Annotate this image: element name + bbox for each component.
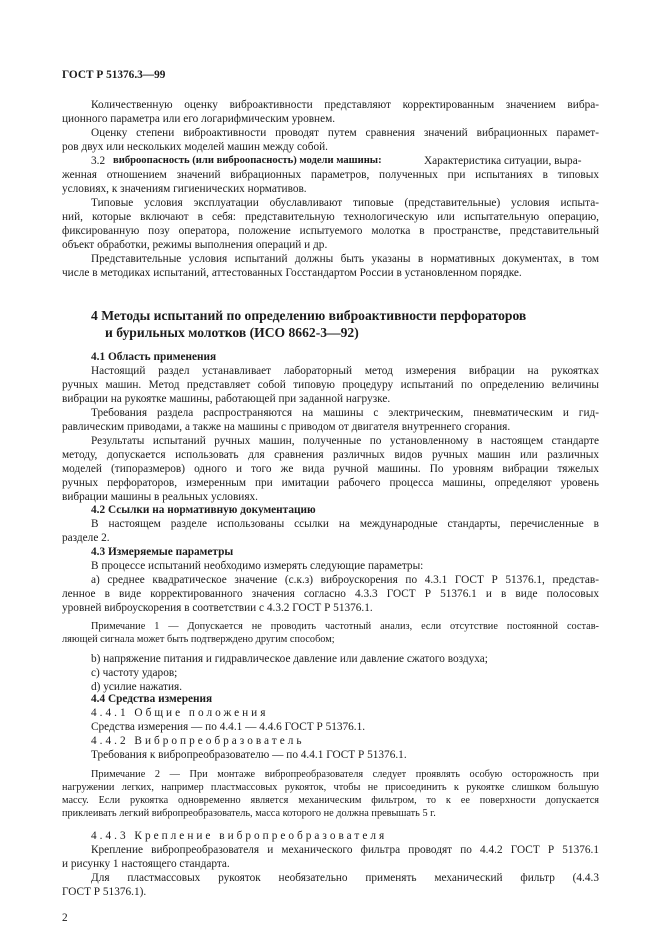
text-line: числе в методиках испытаний, аттестованных Госстандартом России в установленном порядке. xyxy=(62,267,522,279)
text-line: разделе 2. xyxy=(62,532,110,544)
term-bold: виброопасность (или виброопасность) модели машины: xyxy=(113,155,382,166)
subsection-heading: 4.3 Измеряемые параметры xyxy=(91,546,234,558)
note-1-cont: ляющей сигнала может быть подтверждено другим способом; xyxy=(62,634,335,645)
document-header: ГОСТ Р 51376.3—99 xyxy=(62,69,166,81)
text-line: Настоящий раздел устанавливает лабораторный метод измерения вибрации на рукоятках xyxy=(91,365,599,377)
text-line: Оценку степени виброактивности проводят путем сравнения значений вибрационных парамет- xyxy=(91,127,599,139)
note-2-cont: массу. Если рукоятка одновременно является механическим фильтром, то к ее поверхности допускается xyxy=(62,795,599,806)
text-line: Требования к вибропреобразователю — по 4.4.1 ГОСТ Р 51376.1. xyxy=(91,749,407,761)
page-number: 2 xyxy=(62,912,68,924)
clause-heading-spaced: 4.4.1 Общие положения xyxy=(91,707,269,719)
section-heading-cont: и бурильных молотков (ИСО 8662-3—92) xyxy=(105,325,359,340)
text-line: В настоящем разделе использованы ссылки на международные стандарты, перечисленные в xyxy=(91,518,599,530)
text-line: Средства измерения — по 4.4.1 — 4.4.6 ГОСТ Р 51376.1. xyxy=(91,721,366,733)
text-line: ров двух или нескольких моделей машин между собой. xyxy=(62,141,328,153)
text-line: уровней виброускорения в соответствии с 4.3.2 ГОСТ Р 51376.1. xyxy=(62,602,373,614)
text-line: Для пластмассовых рукояток необязательно применять механический фильтр (4.4.3 xyxy=(91,872,599,884)
list-item-b: b) напряжение питания и гидравлическое давление или давление сжатого воздуха; xyxy=(91,653,488,665)
text-line: равлическим приводами, а также на машины с приводом от двигателя внутреннего сгорания. xyxy=(62,421,511,433)
text-line: ний, которые включают в себя: представительную технологическую или испытательную операцию, xyxy=(62,211,599,223)
text-line: Требования раздела распространяются на машины с электрическим, пневматическим и гид- xyxy=(91,407,599,419)
text-line: вибрации на рукоятке машины, работающей при заданной нагрузке. xyxy=(62,393,391,405)
text-line: Количественную оценку виброактивности представляют корректированным значением вибра- xyxy=(91,99,599,111)
text-line: Характеристика ситуации, выра- xyxy=(424,155,582,167)
clause-number: 3.2 xyxy=(91,155,106,167)
subsection-heading: 4.1 Область применения xyxy=(91,351,217,363)
text-line: объект обработки, режимы выполнения операций и др. xyxy=(62,239,328,251)
text-line: вибрации машины в реальных условиях. xyxy=(62,491,259,503)
clause-heading-spaced: 4.4.3 Крепление вибропреобразователя xyxy=(91,830,388,842)
section-heading: 4 Методы испытаний по определению виброактивности перфораторов xyxy=(91,308,527,323)
text-line: Представительные условия испытаний должны быть указаны в нормативных документах, в том xyxy=(91,253,599,265)
text-line: фиксированную позу оператора, положение испытуемого молотка в пространстве, представительный xyxy=(62,225,599,237)
note-2-cont: приклеивать легкий вибропреобразователь, масса которого не должна превышать 5 г. xyxy=(62,808,436,819)
text-line: методу, допускается использовать для сравнения различных видов ручных машин или различных xyxy=(62,449,599,461)
text-line: В процессе испытаний необходимо измерять следующие параметры: xyxy=(91,560,424,572)
text-line: ручных машин. Метод представляет собой типовую процедуру испытаний по определению величины xyxy=(62,379,599,391)
text-line: Типовые условия эксплуатации обуславливают типовые (представительные) условия испыта- xyxy=(91,197,599,209)
text-line: ГОСТ Р 51376.1). xyxy=(62,886,147,898)
text-line: и рисунку 1 настоящего стандарта. xyxy=(62,858,230,870)
text-line: моделей (типоразмеров) одного и того же вида ручной машины. По уровням вибрации тяжелых xyxy=(62,463,599,475)
text-line: Крепление вибропреобразователя и механического фильтра проводят по 4.4.2 ГОСТ Р 51376.1 xyxy=(91,844,599,856)
list-item-d: d) усилие нажатия. xyxy=(91,681,183,693)
note-2-cont: нагружении легких, например пластмассовых рукояток, чтобы не присоединить к рукоятке слишком большую xyxy=(62,782,599,793)
list-item-c: с) частоту ударов; xyxy=(91,667,178,679)
clause-heading-spaced: 4.4.2 Вибропреобразователь xyxy=(91,735,305,747)
text-line: Результаты испытаний ручных машин, полученные по установленному в настоящем стандарте xyxy=(91,435,599,447)
text-line: ционного параметра или его логарифмическим уровнем. xyxy=(62,113,336,125)
text-line: условиях, к значениям гигиенических нормативов. xyxy=(62,183,307,195)
subsection-heading: 4.2 Ссылки на нормативную документацию xyxy=(91,504,316,516)
text-line: женная отношением значений вибрационных параметров, полученных при испытаниях в типовых xyxy=(62,169,599,181)
subsection-heading: 4.4 Средства измерения xyxy=(91,693,213,705)
list-item-a: а) среднее квадратическое значение (с.к.з) виброускорения по 4.3.1 ГОСТ Р 51376.1, представ- xyxy=(91,574,599,586)
text-line: ручных перфораторов, измеренным при имитации рабочего процесса машины, определяют уровень xyxy=(62,477,599,489)
note-1: Примечание 1 — Допускается не проводить частотный анализ, если отсутствие постоянной состав- xyxy=(91,621,599,632)
note-2: Примечание 2 — При монтаже вибропреобразователя следует проявлять особую осторожность при xyxy=(91,769,599,780)
text-line: ленное в виде корректированного значения согласно 4.3.3 ГОСТ Р 51376.1 и в виде полосовых xyxy=(62,588,599,600)
